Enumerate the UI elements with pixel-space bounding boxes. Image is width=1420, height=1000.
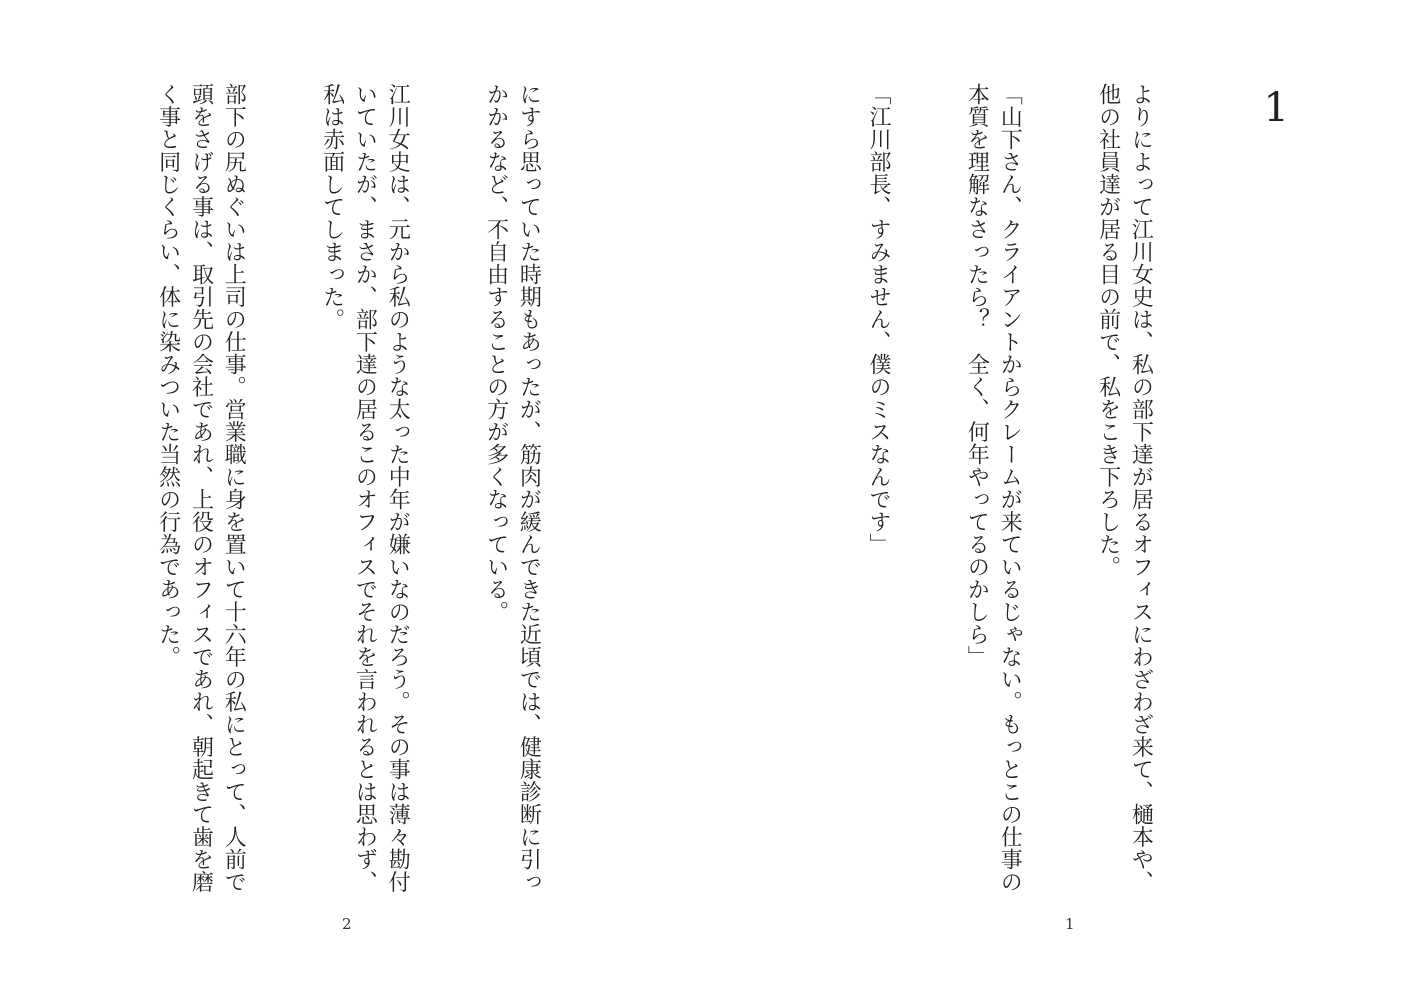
paragraph: よりによって江川女史は、私の部下達が居るオフィスにわざわざ来て、樋本や、他の社員達が居る目の前で、私をこき下ろした。 bbox=[1095, 83, 1154, 893]
right-page-number: 1 bbox=[1065, 915, 1075, 933]
right-page bbox=[710, 0, 1420, 1000]
right-page-body-text bbox=[812, 83, 1222, 903]
chapter-number: 1 bbox=[1263, 85, 1289, 131]
paragraph: 「山下さん、クライアントからクレームが来ているじゃない。もっとこの仕事の本質を理解なさったら？ 全く、何年やってるのかしら」 bbox=[964, 83, 1023, 893]
paragraph: 部下の尻ぬぐいは上司の仕事。営業職に身を置いて十六年の私にとって、人前で頭をさげる事は、取引先の会社であれ、上役のオフィスであれ、朝起きて歯を磨く事と同じくらい、体に染みついた当然の行為であった。 bbox=[155, 83, 247, 893]
paragraph: 江川女史は、元から私のような太った中年が嫌いなのだろう。その事は薄々勘付いていたが、まさか、部下達の居るこのオフィスでそれを言われるとは思わず、私は赤面してしまった。 bbox=[319, 83, 411, 893]
left-page-number: 2 bbox=[342, 915, 352, 933]
paragraph: にすら思っていた時期もあったが、筋肉が緩んできた近頃では、健康診断に引っかかるなど、不自由することの方が多くなっている。 bbox=[483, 83, 542, 893]
left-page-body-text bbox=[90, 83, 610, 903]
paragraph: 「江川部長、すみません、僕のミスなんです」 bbox=[866, 83, 892, 556]
